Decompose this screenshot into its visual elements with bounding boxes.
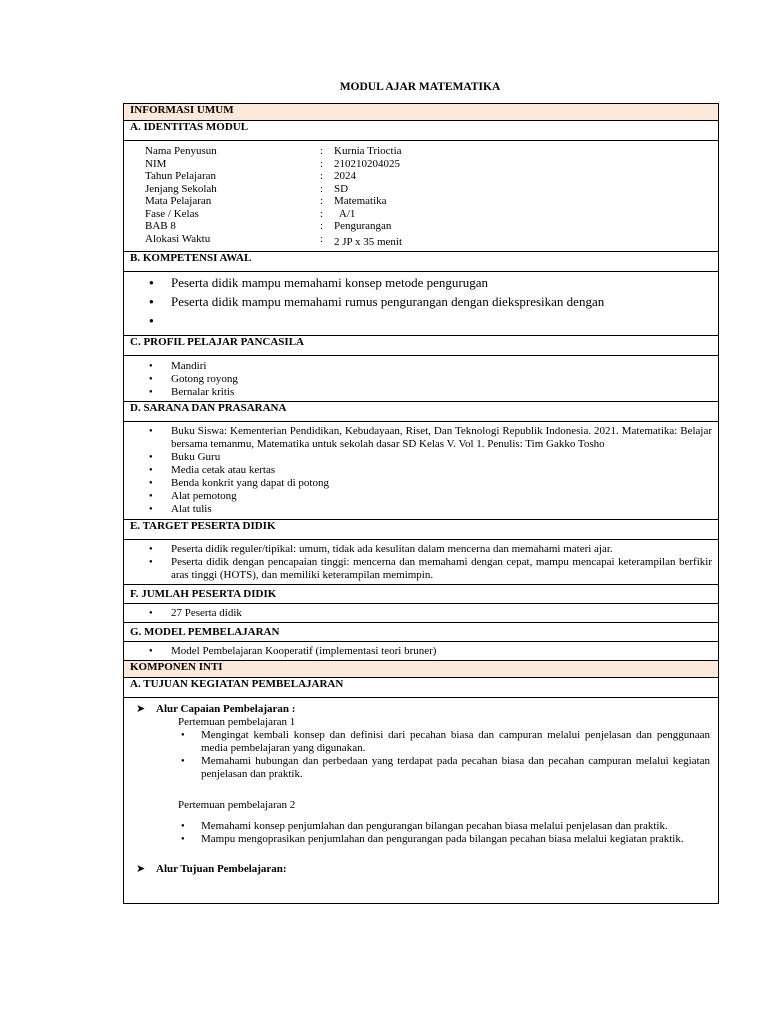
list-item: ● Memahami hubungan dan perbedaan yang terdapat pada pecahan biasa dan pecahan campuran melalui kegiatan penjelasan dan praktik. xyxy=(201,755,710,781)
identitas-row: Tahun Pelajaran : 2024 xyxy=(145,170,356,182)
list-item: ● Benda konkrit yang dapat di potong xyxy=(171,477,712,490)
list-item: ● Bernalar kritis xyxy=(171,386,712,399)
list-item: ● Model Pembelajaran Kooperatif (implementasi teori bruner) xyxy=(171,645,712,658)
list-item: ● Mampu mengoprasikan penjumlahan dan pengurangan pada bilangan pecahan biasa melalui kegiatan praktik. xyxy=(201,833,710,846)
sarana-block xyxy=(124,422,719,520)
list-item: ● Alat tulis xyxy=(171,503,712,516)
alur-capaian-heading: ➤ Alur Capaian Pembelajaran : xyxy=(130,703,710,716)
identitas-row: Mata Pelajaran : Matematika xyxy=(145,195,387,207)
heading-identitas-modul: A. IDENTITAS MODUL xyxy=(124,121,719,141)
identitas-row: NIM : 210210204025 xyxy=(145,157,400,170)
heading-sarana-prasarana: D. SARANA DAN PRASARANA xyxy=(124,402,719,422)
list-item: ● Memahami konsep penjumlahan dan pengurangan bilangan pecahan biasa melalui penjelasan dan praktik. xyxy=(201,820,710,833)
list-item: ● Peserta didik mampu memahami rumus pengurangan dengan diekspresikan dengan xyxy=(171,292,712,311)
identitas-row: BAB 8 : Pengurangan xyxy=(145,220,392,232)
pertemuan-1-label: Pertemuan pembelajaran 1 xyxy=(178,716,296,728)
list-item: ● Mengingat kembali konsep dan definisi dari pecahan biasa dan campuran melalui penjelasan dan penggunaan media pembelajaran yang digunakan. xyxy=(201,729,710,755)
list-item xyxy=(171,311,712,330)
list-item: ● Mandiri xyxy=(171,360,712,373)
list-item: ● Media cetak atau kertas xyxy=(171,464,712,477)
identitas-row: Fase / Kelas : A/1 xyxy=(145,207,356,220)
identitas-row: Nama Penyusun : Kurnia Trioctia xyxy=(145,145,402,157)
alur-tujuan-heading: ➤ Alur Tujuan Pembelajaran: xyxy=(130,863,710,876)
pertemuan-2-label: Pertemuan pembelajaran 2 xyxy=(178,799,296,811)
model-block xyxy=(124,642,719,661)
list-item: ● Peserta didik dengan pencapaian tinggi: mencerna dan memahami dengan cepat, mampu mencapai keterampilan berfikir aras tinggi (HOTS), dan memiliki keterampilan memimpin. xyxy=(171,556,712,582)
identitas-row: Jenjang Sekolah : SD xyxy=(145,182,349,195)
jumlah-block xyxy=(124,604,719,623)
heading-kompetensi-awal: B. KOMPETENSI AWAL xyxy=(124,252,719,272)
heading-tujuan-kegiatan: A. TUJUAN KEGIATAN PEMBELAJARAN xyxy=(124,678,719,698)
list-item: ● 27 Peserta didik xyxy=(171,607,712,620)
heading-profil-pancasila: C. PROFIL PELAJAR PANCASILA xyxy=(124,336,719,356)
document-title: MODUL AJAR MATEMATIKA xyxy=(339,81,501,93)
list-item: ● Buku Guru xyxy=(171,451,712,464)
identitas-row: Alokasi Waktu : 2 JP x 35 menit xyxy=(145,232,403,248)
module-table xyxy=(123,103,719,904)
section-informasi-umum: INFORMASI UMUM xyxy=(124,104,719,121)
heading-target-peserta: E. TARGET PESERTA DIDIK xyxy=(124,520,719,540)
profil-block xyxy=(124,356,719,402)
target-block xyxy=(124,540,719,585)
identitas-block xyxy=(124,141,719,252)
list-item: ● Alat pemotong xyxy=(171,490,712,503)
heading-model-pembelajaran: G. MODEL PEMBELAJARAN xyxy=(124,623,719,642)
list-item: ● Peserta didik reguler/tipikal: umum, tidak ada kesulitan dalam mencerna dan memahami materi ajar. xyxy=(171,543,712,556)
kompetensi-block xyxy=(124,272,719,336)
section-komponen-inti: KOMPONEN INTI xyxy=(124,661,719,678)
list-item: ● Peserta didik mampu memahami konsep metode pengurugan xyxy=(171,273,712,292)
heading-jumlah-peserta: F. JUMLAH PESERTA DIDIK xyxy=(124,585,719,604)
list-item: ● Buku Siswa: Kementerian Pendidikan, Kebudayaan, Riset, Dan Teknologi Republik Indonesia. 2021. Matematika: Belajar bersama temanmu, Matematika untuk sekolah dasar SD Kelas V. Vol 1. Penulis: Tim Gakko Tosho xyxy=(171,425,712,451)
list-item: ● Gotong royong xyxy=(171,373,712,386)
tujuan-block xyxy=(124,698,719,904)
